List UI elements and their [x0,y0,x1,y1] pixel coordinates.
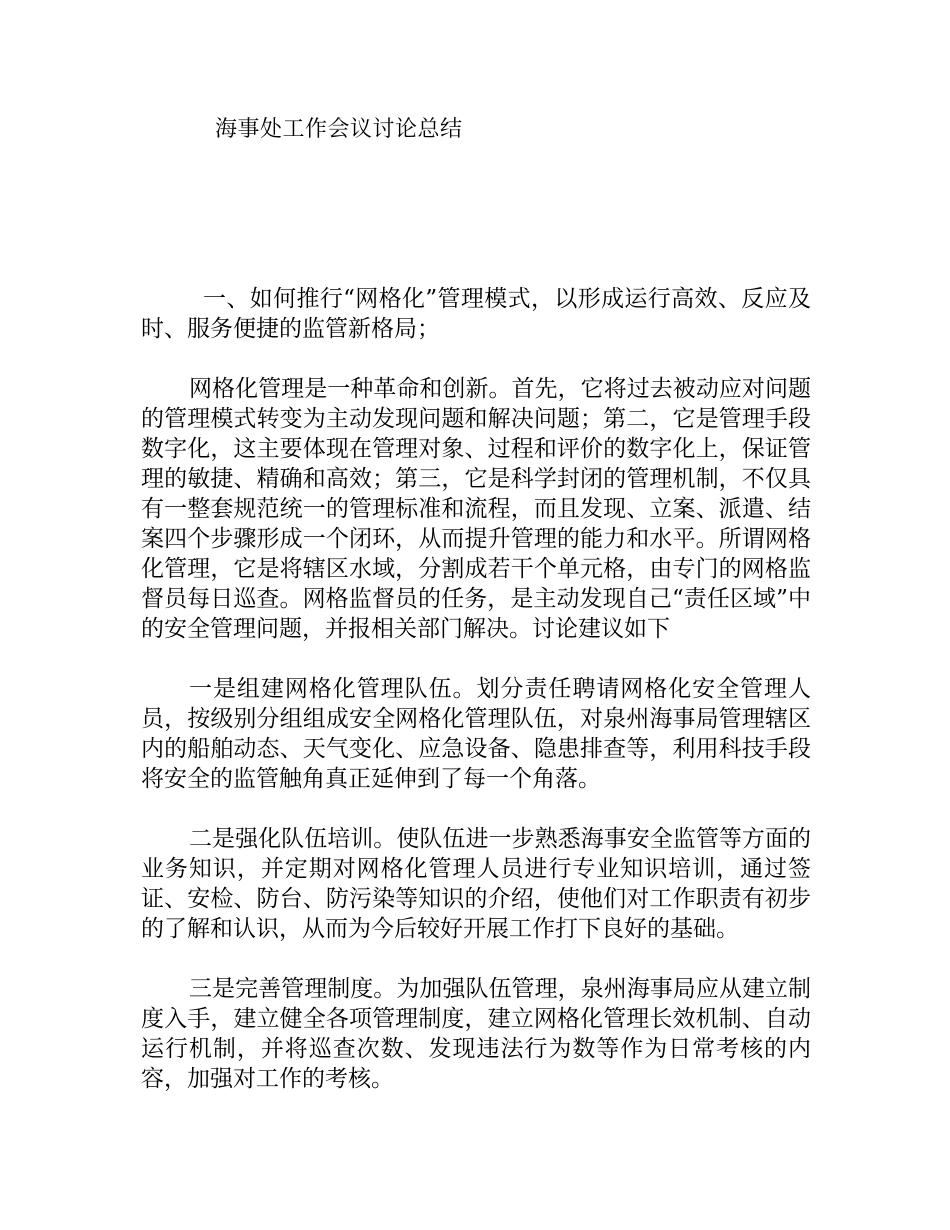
suggestion-paragraph-2: 二是强化队伍培训。使队伍进一步熟悉海事安全监管等方面的业务知识，并定期对网格化管理人员进行专业知识培训，通过签证、安检、防台、防污染等知识的介绍，使他们对工作职责有初步的了解和认识，从而为今后较好开展工作打下良好的基础。 [141,826,811,942]
suggestion-paragraph-3: 三是完善管理制度。为加强队伍管理，泉州海事局应从建立制度入手，建立健全各项管理制度，建立网格化管理长效机制、自动运行机制，并将巡查次数、发现违法行为数等作为日常考核的内容，加强对工作的考核。 [141,976,811,1092]
suggestion-paragraph-1: 一是组建网格化管理队伍。划分责任聘请网格化安全管理人员，按级别分组组成安全网格化管理队伍，对泉州海事局管理辖区内的船舶动态、天气变化、应急设备、隐患排查等，利用科技手段将安全的监管触角真正延伸到了每一个角落。 [141,676,811,792]
document-body [141,284,811,1124]
document-title: 海事处工作会议讨论总结 [215,117,463,142]
section-heading: 一、如何推行“网格化”管理模式，以形成运行高效、反应及时、服务便捷的监管新格局； [141,286,811,342]
intro-paragraph: 网格化管理是一种革命和创新。首先，它将过去被动应对问题的管理模式转变为主动发现问题和解决问题；第二，它是管理手段数字化，这主要体现在管理对象、过程和评价的数字化上，保证管理的敏捷、精确和高效；第三，它是科学封闭的管理机制，不仅具有一整套规范统一的管理标准和流程，而且发现、立案、派遣、结案四个步骤形成一个闭环，从而提升管理的能力和水平。所谓网格化管理，它是将辖区水域，分割成若干个单元格，由专门的网格监督员每日巡查。网格监督员的任务，是主动发现自己“责任区域”中的安全管理问题，并报相关部门解决。讨论建议如下 [141,376,811,642]
